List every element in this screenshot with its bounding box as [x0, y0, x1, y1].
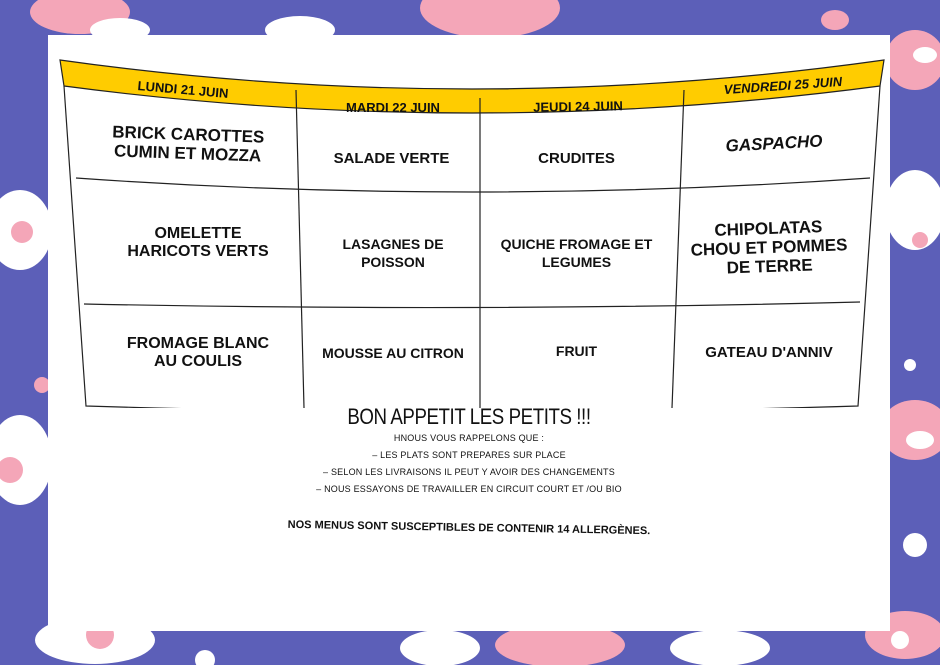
flower-icon [0, 190, 52, 270]
reminder-note: – NOUS ESSAYONS DE TRAVAILLER EN CIRCUIT COURT ET /OU BIO [48, 481, 890, 498]
menu-cell-tuesday-entree: SALADE VERTE [333, 150, 450, 167]
day-header-friday: VENDREDI 25 JUIN [723, 73, 843, 98]
flower-icon [0, 415, 52, 505]
day-header-monday: LUNDI 21 JUIN [137, 78, 230, 101]
menu-cell-tuesday-dessert: MOUSSE AU CITRON [322, 345, 464, 361]
reminder-note: – LES PLATS SONT PREPARES SUR PLACE [48, 447, 890, 464]
reminder-intro: HNOUS VOUS RAPPELONS QUE : [393, 433, 545, 443]
flower-icon [420, 0, 560, 38]
menu-cell-tuesday-plat: LASAGNES DE POISSON [342, 236, 444, 270]
flower-icon [885, 30, 940, 90]
menu-footer [48, 402, 890, 498]
day-header-tuesday: MARDI 22 JUIN [346, 100, 440, 115]
allergen-notice: NOS MENUS SONT SUSCEPTIBLES DE CONTENIR 14 ALLERGÈNES. [287, 518, 651, 538]
menu-cell-monday-plat: OMELETTE HARICOTS VERTS [127, 225, 269, 260]
reminder-notes [48, 430, 890, 498]
menu-cell-friday-plat: CHIPOLATAS CHOU ET POMMES DE TERRE [690, 216, 848, 277]
menu-cell-friday-entree: GASPACHO [725, 130, 823, 156]
menu-table [58, 58, 886, 408]
menu-cell-friday-dessert: GATEAU D'ANNIV [705, 344, 833, 361]
menu-cell-monday-dessert: FROMAGE BLANC AU COULIS [126, 335, 270, 370]
reminder-note: – SELON LES LIVRAISONS IL PEUT Y AVOIR DES CHANGEMENTS [48, 464, 890, 481]
menu-cell-thursday-plat: QUICHE FROMAGE ET LEGUMES [500, 236, 653, 270]
menu-cell-thursday-entree: CRUDITES [538, 150, 615, 167]
bon-appetit-title: BON APPETIT LES PETITS !!! [347, 404, 591, 429]
flower-icon [885, 170, 940, 250]
menu-cell-monday-entree: BRICK CAROTTES CUMIN ET MOZZA [112, 122, 265, 166]
day-header-thursday: JEUDI 24 JUIN [533, 98, 623, 115]
menu-cell-thursday-dessert: FRUIT [555, 343, 598, 359]
